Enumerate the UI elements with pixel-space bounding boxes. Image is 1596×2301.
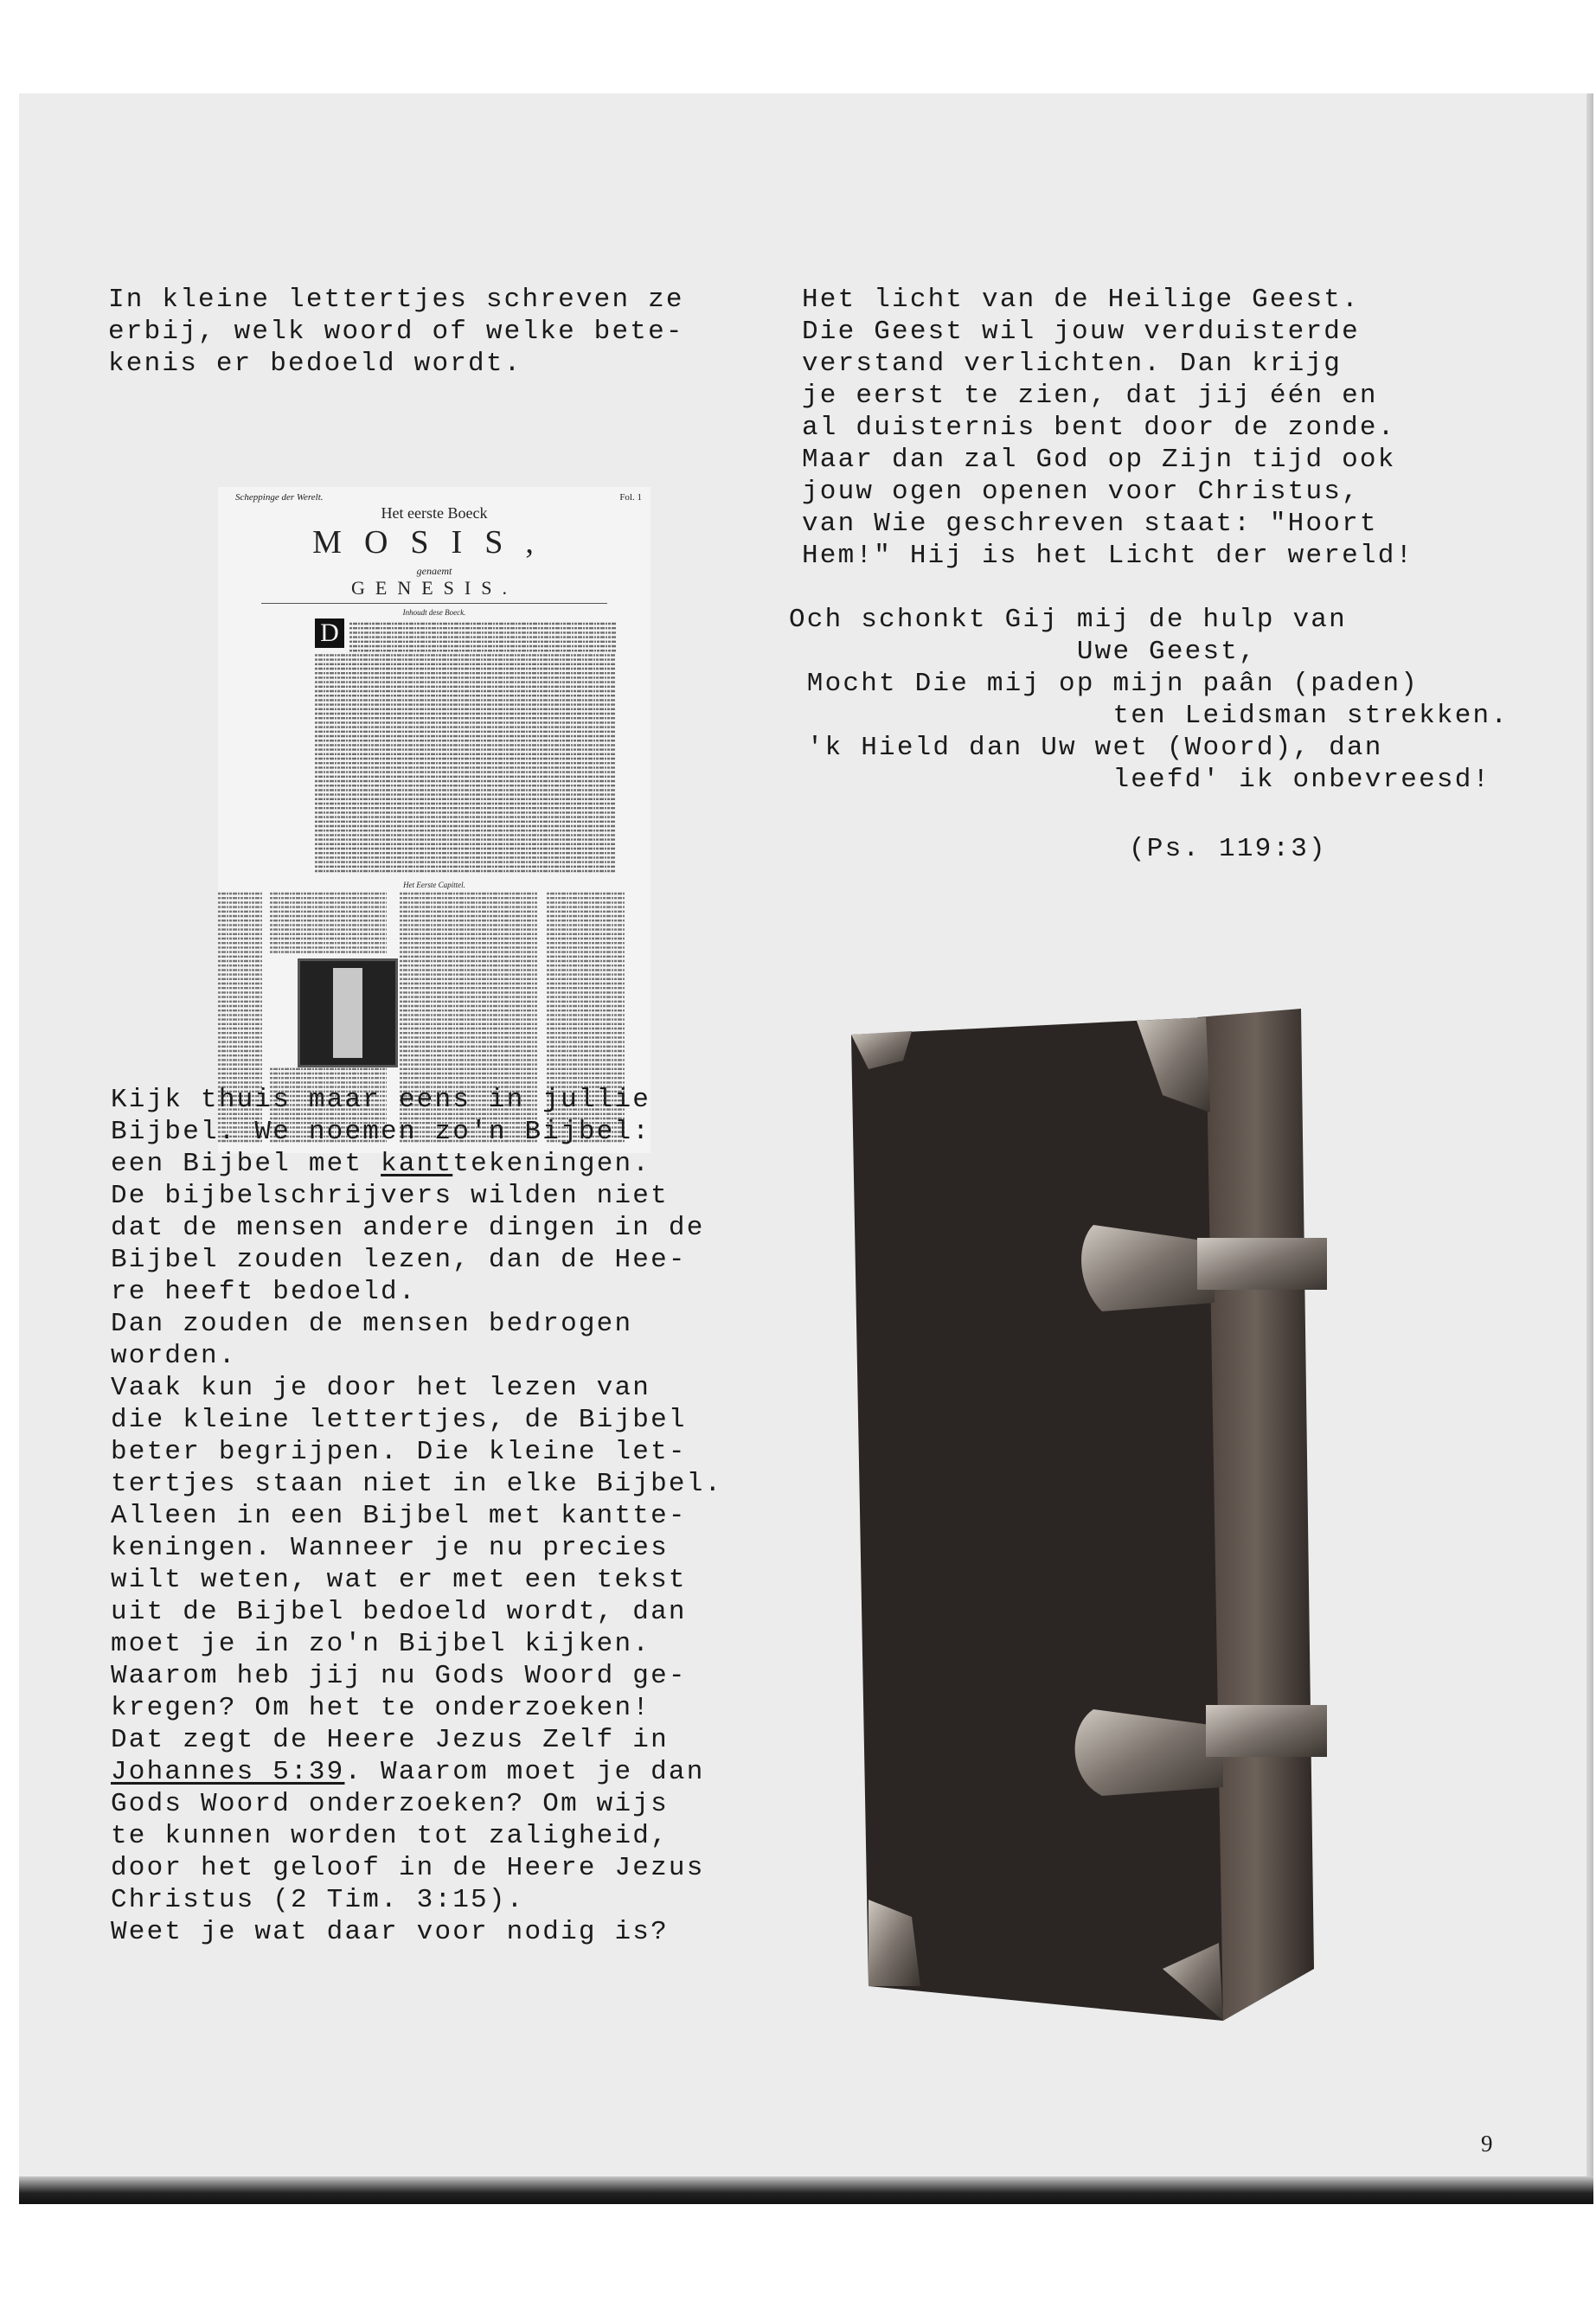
text-line: Het licht van de Heilige Geest. — [802, 285, 1360, 315]
bible-page-book: GENESIS. — [351, 577, 517, 599]
text-line: dat de mensen andere dingen in de — [111, 1213, 705, 1243]
old-bible-photograph — [817, 1000, 1405, 2055]
text-line: te kunnen worden tot zaligheid, — [111, 1821, 669, 1851]
bible-page-illustration — [218, 487, 651, 1153]
psalm-reference: (Ps. 119:3) — [1129, 834, 1327, 864]
bible-page-subtitle: Het eerste Boeck — [381, 504, 488, 522]
text-line: Weet je wat daar voor nodig is? — [111, 1917, 669, 1947]
bible-page-illuminated-initial — [298, 958, 398, 1067]
text-line: je eerst te zien, dat jij één en — [802, 381, 1378, 411]
text-line: worden. — [111, 1341, 237, 1371]
text-line: Alleen in een Bijbel met kantte- — [111, 1501, 687, 1531]
bible-page-inhoudt: Inhoudt dese Boeck. — [402, 608, 466, 617]
bible-page-text-lines — [218, 487, 651, 1153]
text-line: Johannes 5:39. Waarom moet je dan — [111, 1757, 705, 1787]
text-line: Vaak kun je door het lezen van — [111, 1373, 651, 1403]
bible-page-chapter-caption: Het Eerste Capittel. — [403, 881, 465, 889]
poem-text — [789, 604, 1509, 796]
text-line: wilt weten, wat er met een tekst — [111, 1565, 687, 1595]
bible-page-initial-d: D — [315, 619, 344, 648]
text-line: verstand verlichten. Dan krijg — [802, 349, 1343, 379]
intro-line: erbij, welk woord of welke bete- — [108, 317, 684, 347]
left-intro-text — [108, 284, 684, 380]
text-line: Bijbel zouden lezen, dan de Hee- — [111, 1245, 687, 1275]
text-line: Gods Woord onderzoeken? Om wijs — [111, 1789, 669, 1819]
text-line: re heeft bedoeld. — [111, 1277, 417, 1307]
bible-page-header-left: Scheppinge der Werelt. — [235, 492, 324, 503]
intro-line: In kleine lettertjes schreven ze — [108, 285, 684, 315]
bible-page-genaemt: genaemt — [416, 565, 452, 577]
poem-line: leefd' ik onbevreesd! — [789, 765, 1491, 795]
text-line: tertjes staan niet in elke Bijbel. — [111, 1469, 723, 1499]
text-line: van Wie geschreven staat: "Hoort — [802, 509, 1378, 539]
poem-line: ten Leidsman strekken. — [789, 701, 1509, 731]
intro-line: kenis er bedoeld wordt. — [108, 349, 522, 379]
scanned-page — [19, 93, 1593, 2204]
text-line: Maar dan zal God op Zijn tijd ook — [802, 445, 1396, 475]
text-line: Waarom heb jij nu Gods Woord ge- — [111, 1661, 687, 1691]
underlined-word: kant — [381, 1149, 453, 1179]
bible-page-folio: Fol. 1 — [619, 492, 642, 503]
text-line: De bijbelschrijvers wilden niet — [111, 1181, 669, 1211]
scan-bottom-band — [19, 2176, 1593, 2204]
text-line: moet je in zo'n Bijbel kijken. — [111, 1629, 651, 1659]
left-main-text — [111, 1084, 722, 1948]
right-column-text — [802, 284, 1413, 572]
scan-right-edge — [1586, 93, 1593, 2204]
text-line: jouw ogen openen voor Christus, — [802, 477, 1360, 507]
text-line: uit de Bijbel bedoeld wordt, dan — [111, 1597, 687, 1627]
text-line: Kijk thuis maar eens in jullie — [111, 1085, 651, 1115]
text-line: die kleine lettertjes, de Bijbel — [111, 1405, 687, 1435]
text-line: Die Geest wil jouw verduisterde — [802, 317, 1360, 347]
underlined-word: Johannes 5:39 — [111, 1757, 345, 1787]
text-line: beter begrijpen. Die kleine let- — [111, 1437, 687, 1467]
text-line: door het geloof in de Heere Jezus — [111, 1853, 705, 1883]
bible-page-title: MOSIS, — [312, 524, 556, 561]
text-line: Dat zegt de Heere Jezus Zelf in — [111, 1725, 669, 1755]
text-line: keningen. Wanneer je nu precies — [111, 1533, 669, 1563]
poem-line: 'k Hield dan Uw wet (Woord), dan — [789, 733, 1383, 763]
text-line: kregen? Om het te onderzoeken! — [111, 1693, 651, 1723]
text-line: Dan zouden de mensen bedrogen — [111, 1309, 633, 1339]
poem-line: Uwe Geest, — [789, 637, 1257, 667]
text-line: Hem!" Hij is het Licht der wereld! — [802, 541, 1414, 571]
text-line: Christus (2 Tim. 3:15). — [111, 1885, 525, 1915]
poem-line: Och schonkt Gij mij de hulp van — [789, 605, 1347, 635]
text-line: een Bijbel met kanttekeningen. — [111, 1149, 651, 1179]
text-line: Bijbel. We noemen zo'n Bijbel: — [111, 1117, 651, 1147]
page-number: 9 — [1481, 2131, 1493, 2157]
text-line: al duisternis bent door de zonde. — [802, 413, 1396, 443]
poem-line: Mocht Die mij op mijn paân (paden) — [789, 669, 1420, 699]
